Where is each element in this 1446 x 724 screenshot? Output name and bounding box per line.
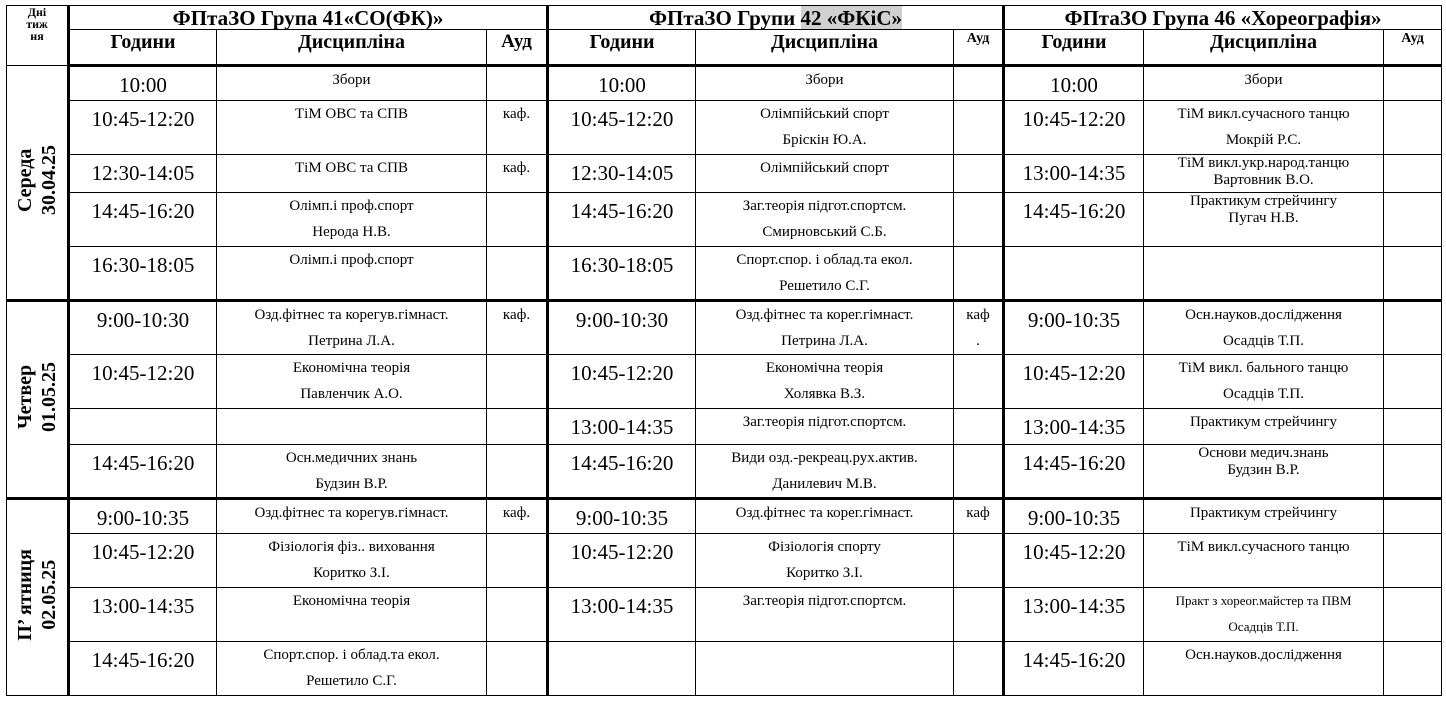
subject-title: ТіМ викл. бального танцю <box>1178 360 1349 376</box>
room-cell <box>1384 445 1442 499</box>
room-cell <box>1384 193 1442 247</box>
time-cell: 9:00-10:30 <box>548 301 696 355</box>
schedule-row <box>7 355 1442 409</box>
room-label: каф <box>966 307 990 323</box>
subject-title: Економічна теорія <box>292 360 411 376</box>
time-cell: 9:00-10:35 <box>69 499 217 534</box>
schedule-row <box>7 155 1442 193</box>
time-cell: 9:00-10:30 <box>69 301 217 355</box>
group-42-header: ФПтаЗО Групи 42 «ФКіС» <box>548 6 1004 30</box>
room-cell <box>954 301 1004 355</box>
subject-title: Спорт.спор. і облад.та екол. <box>263 647 440 663</box>
room-cell <box>1384 588 1442 642</box>
room-cell <box>487 499 548 534</box>
time-cell: 14:45-16:20 <box>1004 445 1144 499</box>
time-cell: 12:30-14:05 <box>548 155 696 193</box>
subject-cell <box>217 409 487 445</box>
subject-title: Практ з хореог.майстер та ПВМ <box>1175 593 1352 608</box>
time-cell: 9:00-10:35 <box>548 499 696 534</box>
time-cell: 12:30-14:05 <box>69 155 217 193</box>
time-cell <box>69 409 217 445</box>
subject-title: Осн.науков.дослідження <box>1185 647 1342 663</box>
room-cell <box>954 588 1004 642</box>
time-cell: 9:00-10:35 <box>1004 301 1144 355</box>
subject-title: Фізіологія фіз.. виховання <box>268 539 435 555</box>
day-name: Середа <box>14 148 36 212</box>
subject-title: Озд.фітнес та корег.гімнаст. <box>735 307 914 323</box>
room-cell <box>487 355 548 409</box>
room-cell <box>954 193 1004 247</box>
subject-cell <box>696 247 954 301</box>
subject-title: Практикум стрейчингу <box>1189 193 1338 209</box>
subject-title: Заг.теорія підгот.спортсм. <box>742 198 907 214</box>
day-name: Четвер <box>14 364 36 430</box>
subject-cell <box>1144 534 1384 588</box>
schedule-row <box>7 588 1442 642</box>
room-cell <box>954 101 1004 155</box>
day-cell <box>7 66 69 301</box>
subject-cell <box>696 588 954 642</box>
teacher-name: Мокрій Р.С. <box>1225 132 1302 148</box>
teacher-name: Вартовник В.О. <box>1213 172 1314 188</box>
subject-title: Олімпійський спорт <box>760 160 889 176</box>
time-cell: 13:00-14:35 <box>548 588 696 642</box>
room-cell <box>1384 355 1442 409</box>
col-hours-46: Години <box>1004 30 1144 66</box>
room-label: каф <box>966 505 990 521</box>
subject-cell <box>217 101 487 155</box>
subject-title: Заг.теорія підгот.спортсм. <box>742 414 907 430</box>
schedule-row <box>7 193 1442 247</box>
time-cell: 13:00-14:35 <box>548 409 696 445</box>
subject-title: ТіМ ОВС та СПВ <box>295 160 408 176</box>
teacher-name: Холявка В.З. <box>783 386 866 402</box>
subject-cell <box>696 445 954 499</box>
day-date: 02.05.25 <box>38 560 60 630</box>
subject-cell <box>217 193 487 247</box>
schedule-body <box>7 66 1442 696</box>
subject-cell <box>217 247 487 301</box>
time-cell: 10:45-12:20 <box>69 534 217 588</box>
subject-cell <box>696 355 954 409</box>
time-cell: 10:45-12:20 <box>69 355 217 409</box>
subject-cell <box>217 66 487 101</box>
time-cell: 14:45-16:20 <box>1004 193 1144 247</box>
room-cell <box>1384 101 1442 155</box>
subject-cell <box>1144 101 1384 155</box>
teacher-name: Решетило С.Г. <box>779 278 870 294</box>
room-cell <box>1384 534 1442 588</box>
subject-title: ТіМ викл.сучасного танцю <box>1177 106 1350 122</box>
time-cell: 13:00-14:35 <box>69 588 217 642</box>
time-cell: 10:00 <box>548 66 696 101</box>
subject-cell <box>217 499 487 534</box>
day-cell <box>7 301 69 499</box>
subject-title: ТіМ викл.укр.народ.танцю <box>1177 155 1350 171</box>
room-cell <box>954 355 1004 409</box>
room-cell <box>1384 66 1442 101</box>
teacher-name: Данилевич М.В. <box>772 476 877 492</box>
subject-title: Осн.науков.дослідження <box>1185 307 1342 323</box>
teacher-name: Будзин В.Р. <box>1227 462 1300 478</box>
room-cell <box>487 445 548 499</box>
time-cell: 10:45-12:20 <box>1004 534 1144 588</box>
day-date: 01.05.25 <box>38 362 60 432</box>
subject-cell <box>1144 301 1384 355</box>
subject-cell <box>1144 155 1384 193</box>
subject-cell <box>217 588 487 642</box>
time-cell <box>548 642 696 696</box>
subject-title: Збори <box>805 72 844 88</box>
room-label: каф. <box>502 106 531 122</box>
teacher-name: Осадців Т.П. <box>1223 333 1304 349</box>
room-label: каф. <box>502 505 531 521</box>
schedule-row <box>7 409 1442 445</box>
time-cell: 14:45-16:20 <box>548 193 696 247</box>
col-room-42: Ауд <box>954 30 1004 66</box>
subject-title: Збори <box>1244 72 1283 88</box>
time-cell: 10:45-12:20 <box>548 355 696 409</box>
room-cell <box>954 499 1004 534</box>
schedule-row <box>7 445 1442 499</box>
teacher-name: Решетило С.Г. <box>306 673 397 689</box>
subject-cell <box>1144 445 1384 499</box>
teacher-name: Пугач Н.В. <box>1228 210 1299 226</box>
subject-cell <box>1144 355 1384 409</box>
teacher-name: Смирновський С.Б. <box>762 224 887 240</box>
room-cell <box>487 534 548 588</box>
subject-cell <box>1144 66 1384 101</box>
time-cell: 13:00-14:35 <box>1004 588 1144 642</box>
subject-cell <box>696 534 954 588</box>
room-cell <box>1384 409 1442 445</box>
time-cell: 16:30-18:05 <box>69 247 217 301</box>
subject-title: Збори <box>332 72 371 88</box>
col-subject-41: Дисципліна <box>217 30 487 66</box>
subject-cell <box>1144 499 1384 534</box>
time-cell: 10:45-12:20 <box>1004 101 1144 155</box>
schedule-row <box>7 534 1442 588</box>
room-cell <box>487 409 548 445</box>
time-cell: 14:45-16:20 <box>69 193 217 247</box>
teacher-name: Нерода Н.В. <box>312 224 391 240</box>
room-cell <box>487 193 548 247</box>
time-cell: 10:00 <box>69 66 217 101</box>
room-cell <box>487 247 548 301</box>
room-label-extra: . <box>976 333 980 349</box>
time-cell: 16:30-18:05 <box>548 247 696 301</box>
subject-cell <box>1144 193 1384 247</box>
room-cell <box>954 155 1004 193</box>
subject-title: Олімп.і проф.спорт <box>289 198 414 214</box>
subject-cell <box>696 193 954 247</box>
room-label: каф. <box>502 160 531 176</box>
room-label: каф. <box>502 307 531 323</box>
subject-cell <box>696 66 954 101</box>
room-cell <box>954 534 1004 588</box>
subject-title: Фізіологія спорту <box>768 539 881 555</box>
subject-cell <box>217 445 487 499</box>
subject-cell <box>217 155 487 193</box>
teacher-name: Осадців Т.П. <box>1223 386 1304 402</box>
room-cell <box>954 66 1004 101</box>
room-cell <box>1384 642 1442 696</box>
subject-title: ТіМ ОВС та СПВ <box>295 106 408 122</box>
time-cell: 14:45-16:20 <box>548 445 696 499</box>
teacher-name: Осадців Т.П. <box>1228 619 1299 634</box>
subject-cell <box>696 499 954 534</box>
subject-cell <box>1144 247 1384 301</box>
subject-cell <box>217 301 487 355</box>
room-cell <box>487 588 548 642</box>
time-cell: 10:45-12:20 <box>548 534 696 588</box>
time-cell: 14:45-16:20 <box>69 445 217 499</box>
room-cell <box>954 409 1004 445</box>
subject-cell <box>696 301 954 355</box>
teacher-name: Павленчик А.О. <box>300 386 403 402</box>
schedule-row <box>7 301 1442 355</box>
day-date: 30.04.25 <box>38 145 60 215</box>
schedule-row <box>7 499 1442 534</box>
subject-cell <box>1144 642 1384 696</box>
room-cell <box>487 155 548 193</box>
schedule-row <box>7 101 1442 155</box>
subject-cell <box>217 355 487 409</box>
group-42-highlight: 42 «ФКіС» <box>800 5 903 30</box>
schedule-row <box>7 66 1442 101</box>
subject-title: Економічна теорія <box>292 593 411 609</box>
teacher-name: Коритко З.І. <box>786 565 863 581</box>
room-cell <box>487 101 548 155</box>
col-subject-42: Дисципліна <box>696 30 954 66</box>
teacher-name: Петрина Л.А. <box>308 333 395 349</box>
subject-cell <box>696 642 954 696</box>
subject-title: Олімп.і проф.спорт <box>289 252 414 268</box>
teacher-name: Коритко З.І. <box>313 565 390 581</box>
subject-title: Види озд.-рекреац.рух.актив. <box>731 450 918 466</box>
group-41-header: ФПтаЗО Група 41«СО(ФК)» <box>69 6 548 30</box>
col-hours-41: Години <box>69 30 217 66</box>
time-cell: 14:45-16:20 <box>1004 642 1144 696</box>
col-room-41: Ауд <box>487 30 548 66</box>
room-cell <box>1384 301 1442 355</box>
subject-title: Озд.фітнес та корег.гімнаст. <box>735 505 914 521</box>
subject-title: Спорт.спор. і облад.та екол. <box>736 252 913 268</box>
room-cell <box>954 247 1004 301</box>
day-name: П’ ятниця <box>14 549 36 641</box>
room-cell <box>487 66 548 101</box>
group-46-header: ФПтаЗО Група 46 «Хореографія» <box>1004 6 1442 30</box>
col-room-46: Ауд <box>1384 30 1442 66</box>
subject-cell <box>217 642 487 696</box>
subject-title: Практикум стрейчингу <box>1189 505 1338 521</box>
teacher-name: Петрина Л.А. <box>781 333 868 349</box>
subject-cell <box>1144 588 1384 642</box>
room-cell <box>1384 499 1442 534</box>
teacher-name: Бріскін Ю.А. <box>782 132 867 148</box>
schedule-table <box>6 5 1442 696</box>
subject-title: Економічна теорія <box>765 360 884 376</box>
time-cell: 9:00-10:35 <box>1004 499 1144 534</box>
days-of-week-header: Дні тиж ня <box>7 6 69 66</box>
schedule-row <box>7 642 1442 696</box>
col-subject-46: Дисципліна <box>1144 30 1384 66</box>
subject-title: ТіМ викл.сучасного танцю <box>1177 539 1350 555</box>
subject-cell <box>696 409 954 445</box>
room-cell <box>487 301 548 355</box>
time-cell: 10:45-12:20 <box>69 101 217 155</box>
time-cell: 10:45-12:20 <box>548 101 696 155</box>
room-cell <box>954 642 1004 696</box>
col-hours-42: Години <box>548 30 696 66</box>
room-cell <box>954 445 1004 499</box>
time-cell: 10:45-12:20 <box>1004 355 1144 409</box>
subject-title: Олімпійський спорт <box>760 106 889 122</box>
subject-title: Осн.медичних знань <box>285 450 418 466</box>
subject-cell <box>696 155 954 193</box>
subject-title: Озд.фітнес та корегув.гімнаст. <box>254 505 449 521</box>
subject-cell <box>1144 409 1384 445</box>
room-cell <box>1384 155 1442 193</box>
time-cell: 10:00 <box>1004 66 1144 101</box>
time-cell: 13:00-14:35 <box>1004 409 1144 445</box>
teacher-name: Будзин В.Р. <box>315 476 388 492</box>
subject-title: Практикум стрейчингу <box>1189 414 1338 430</box>
time-cell <box>1004 247 1144 301</box>
subject-cell <box>217 534 487 588</box>
subject-title: Заг.теорія підгот.спортсм. <box>742 593 907 609</box>
schedule-row <box>7 247 1442 301</box>
day-cell <box>7 499 69 696</box>
time-cell: 13:00-14:35 <box>1004 155 1144 193</box>
subject-cell <box>696 101 954 155</box>
subject-title: Озд.фітнес та корегув.гімнаст. <box>254 307 449 323</box>
subject-title: Основи медич.знань <box>1198 445 1329 461</box>
time-cell: 14:45-16:20 <box>69 642 217 696</box>
room-cell <box>487 642 548 696</box>
room-cell <box>1384 247 1442 301</box>
